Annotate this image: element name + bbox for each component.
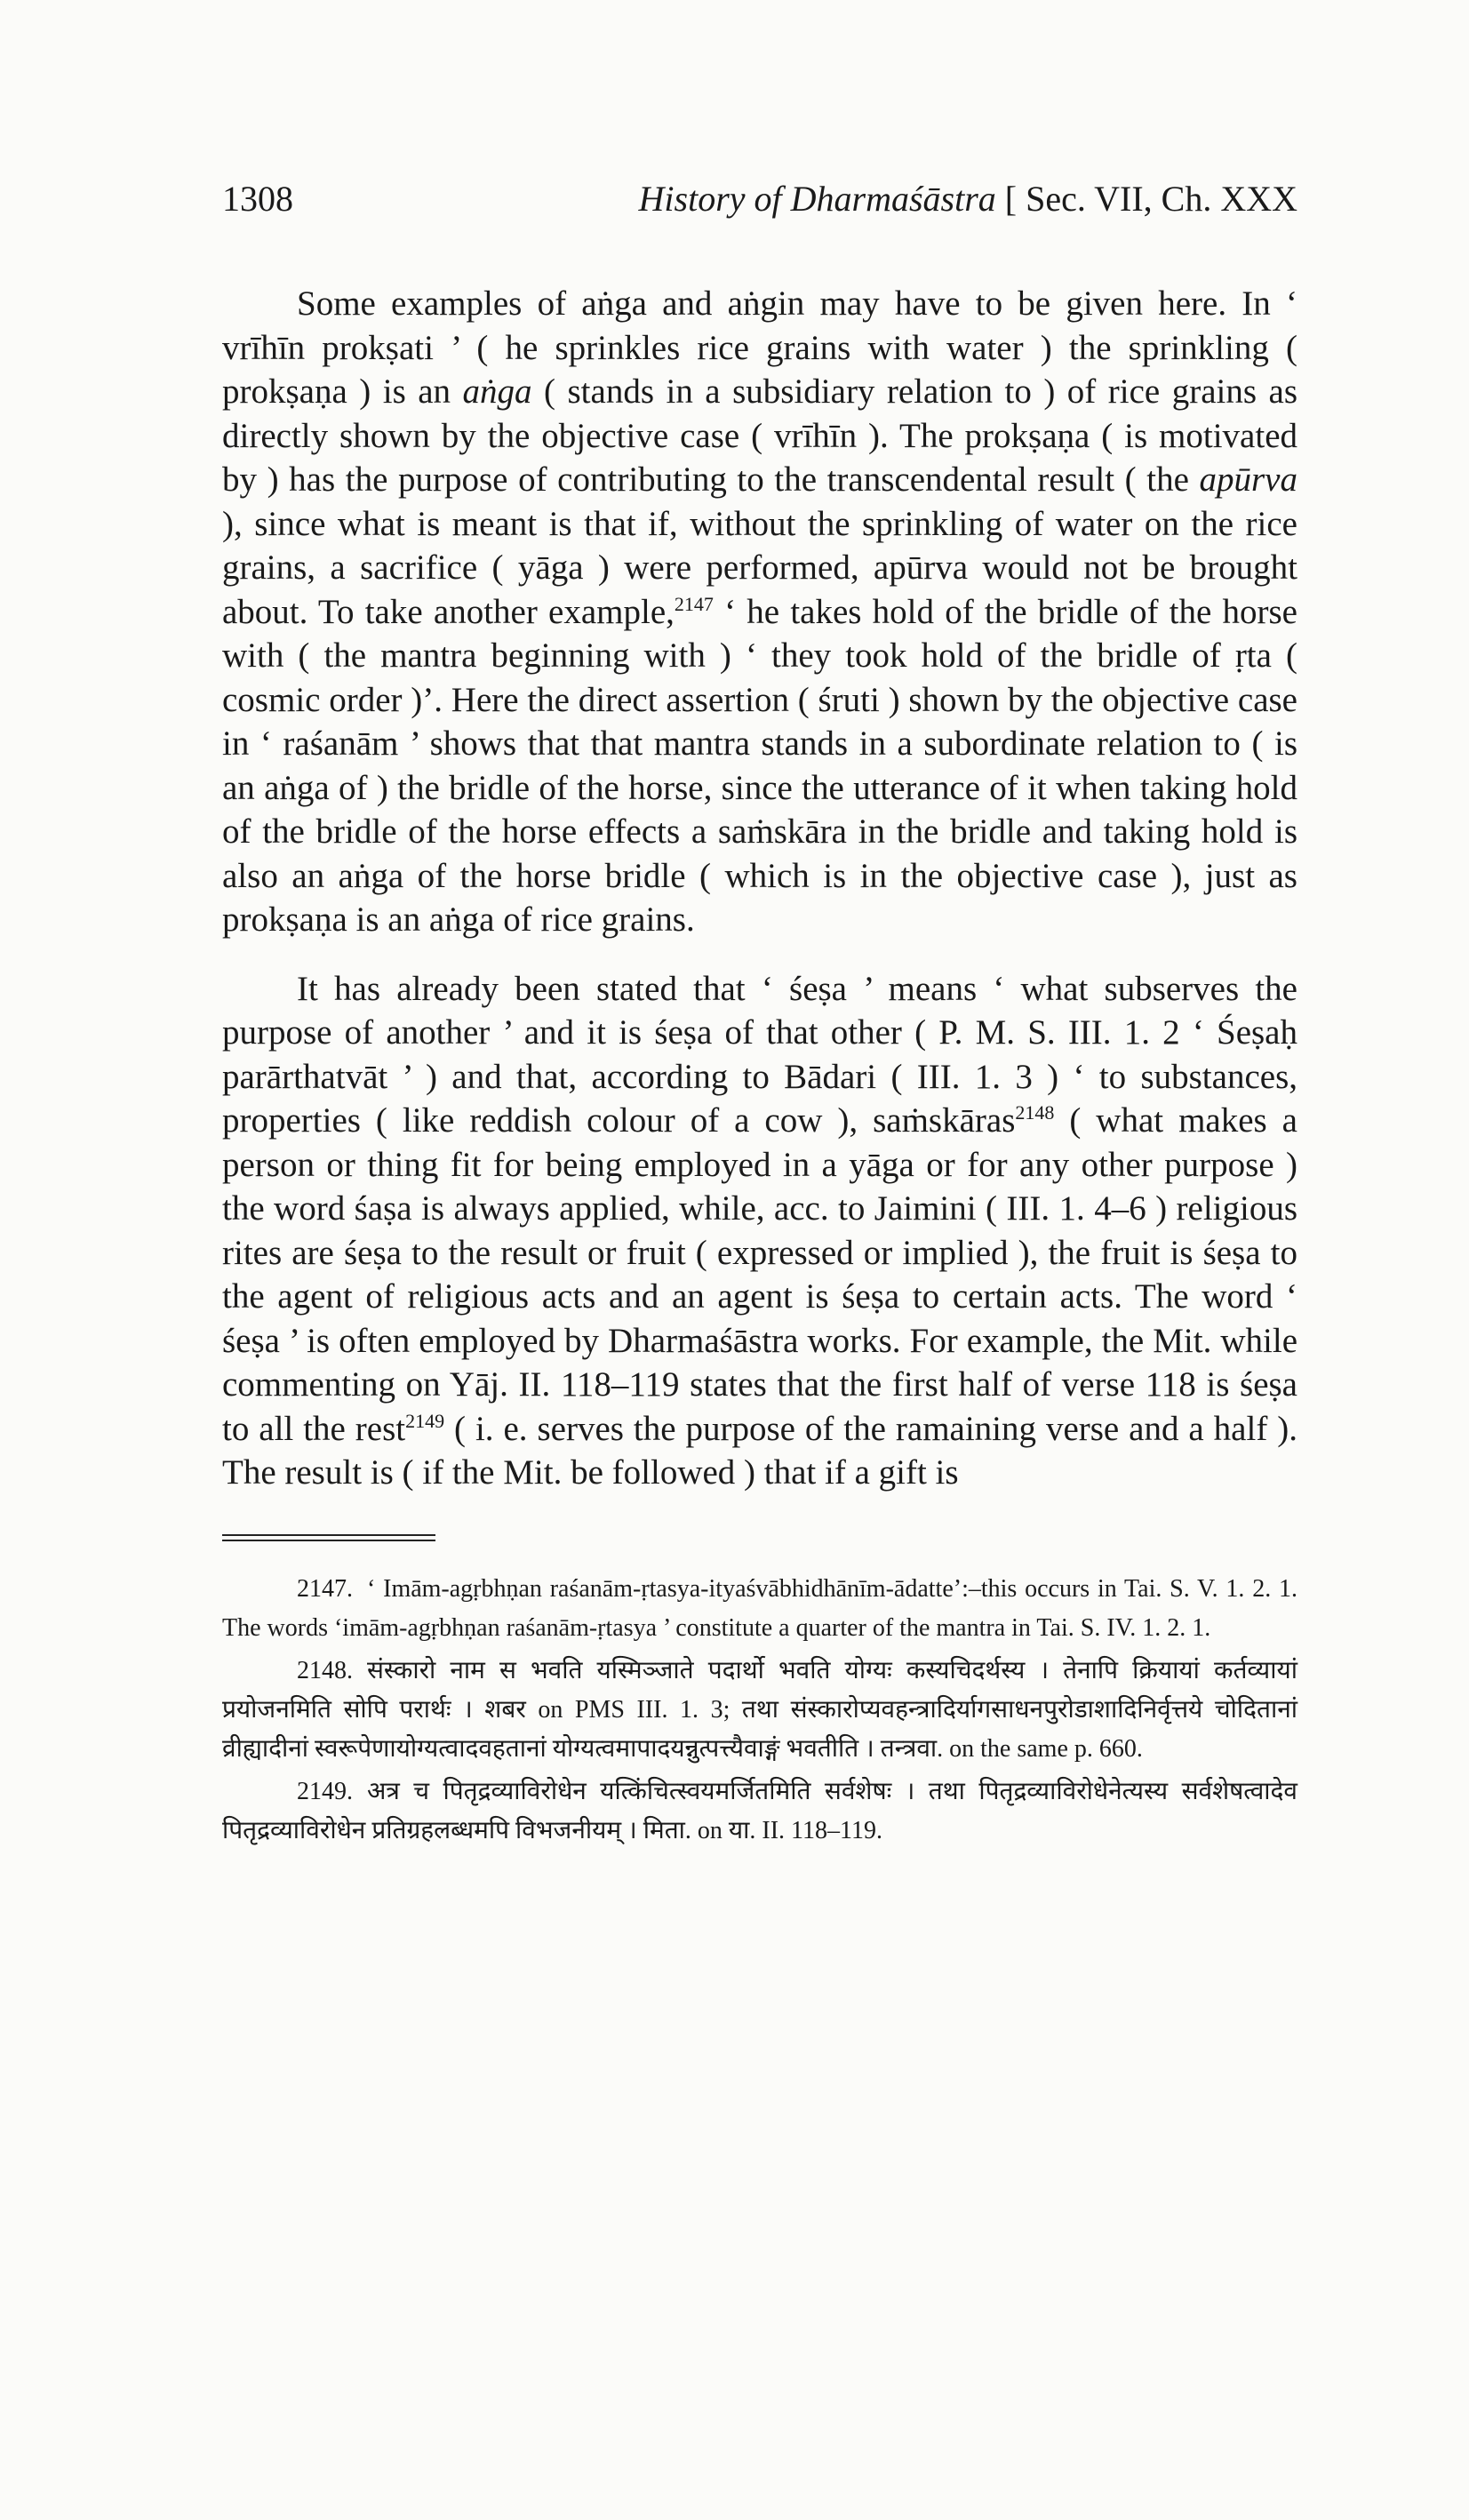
italic-term: aṅga xyxy=(462,372,532,411)
body-paragraph xyxy=(222,967,1297,1495)
paragraph-text: ), since what is meant is that if, without the sprinkling of water on the rice grains, a sacrifice ( yāga ) were performed, apūrva would not be brought about. To take another example, xyxy=(222,504,1297,631)
section-reference: [ Sec. VII, Ch. XXX xyxy=(1004,179,1297,219)
footnote-text: ‘ Imām-agṛbhṇan raśanām-ṛtasya-ityaśvābhidhānīm-ādatte’:–this occurs in Tai. S. V. 1. 2. 1. The words ‘imām-agṛbhṇan raśanām-ṛtasya ’ constitute a quarter of the mantra in Tai. S. IV. 1. 2. 1. xyxy=(222,1574,1297,1642)
footnote-number: 2149. xyxy=(297,1777,353,1805)
italic-term: apūrva xyxy=(1199,460,1297,499)
footnotes xyxy=(222,1570,1297,1851)
footnote-text: संस्कारो नाम स भवति यस्मिञ्जाते पदार्थो भवति योग्यः कस्यचिदर्थस्य । तेनापि क्रियायां कर्तव्यायां प्रयोजनमिति सोपि परार्थः । शबर on PMS III. 1. 3; तथा संस्कारोप्यवहन्त्रादिर्यागसाधनपुरोडाशादिनिर्वृत्तये चोदितानां व्रीह्यादीनां स्वरूपेणायोग्यत्वादवहतानां योग्यत्वमापादयन्नुत्पत्त्यैवाङ्गं भवतीति । तन्त्रवा. on the same p. 660. xyxy=(222,1656,1297,1763)
footnote-number: 2148. xyxy=(297,1656,353,1684)
running-title: History of Dharmaśāstra xyxy=(638,179,996,219)
footnote-marker: 2148 xyxy=(1015,1101,1055,1124)
paragraph-text: Some examples of aṅga and aṅgin may have to be given here. In ‘ vrīhīn prokṣati ’ ( he sprinkles rice grains with water ) the sprinkling ( prokṣaṇa ) is an xyxy=(222,284,1297,411)
page-header xyxy=(222,178,1297,220)
footnote xyxy=(222,1772,1297,1851)
page-number: 1308 xyxy=(222,179,293,219)
footnote xyxy=(222,1570,1297,1648)
footnote xyxy=(222,1652,1297,1769)
footnote-text: अत्र च पितृद्रव्याविरोधेन यत्किंचित्स्वयमर्जितमिति सर्वशेषः । तथा पितृद्रव्याविरोधेनेत्यस्य सर्वशेषत्वादेव पितृद्रव्याविरोधेन प्रतिग्रहलब्धमपि विभजनीयम् । मिता. on या. II. 118–119. xyxy=(222,1777,1297,1844)
paragraph-text: It has already been stated that ‘ śeṣa ’ means ‘ what subserves the purpose of another ’ and it is śeṣa of that other ( P. M. S. III. 1. 2 ‘ Śeṣaḥ parārthatvāt ’ ) and that, according to Bādari ( III. 1. 3 ) ‘ to substances, properties ( like reddish colour of a cow ), saṁskāras xyxy=(222,969,1297,1140)
paragraph-text: ( stands in a subsidiary relation to ) of rice grains as directly shown by the objective case ( vrīhīn ). The prokṣaṇa ( is motivated by ) has the purpose of contributing to the transcendental result ( the xyxy=(222,372,1297,499)
body-paragraph xyxy=(222,282,1297,942)
footnote-divider xyxy=(222,1534,435,1541)
paragraph-text: ( what makes a person or thing fit for being employed in a yāga or for any other purpose ) the word śaṣa is always applied, while, acc. to Jaimini ( III. 1. 4–6 ) religious rites are śeṣa to the result or fruit ( expressed or implied ), the fruit is śeṣa to the agent of religious acts and an agent is śeṣa to certain acts. The word ‘ śeṣa ’ is often employed by Dharmaśāstra works. For example, the Mit. while commenting on Yāj. II. 118–119 states that the first half of verse 118 is śeṣa to all the rest xyxy=(222,1101,1297,1448)
footnote-marker: 2149 xyxy=(405,1409,445,1432)
footnote-marker: 2147 xyxy=(674,592,714,615)
book-page xyxy=(222,178,1297,1851)
paragraph-text: ‘ he takes hold of the bridle of the horse with ( the mantra beginning with ) ‘ they took hold of the bridle of ṛta ( cosmic order )’. Here the direct assertion ( śruti ) shown by the objective case in ‘ raśanām ’ shows that that mantra stands in a subordinate relation to ( is an aṅga of ) the bridle of the horse, since the utterance of it when taking hold of the bridle of the horse effects a saṁskāra in the bridle and taking hold is also an aṅga of the horse bridle ( which is in the objective case ), just as prokṣaṇa is an aṅga of rice grains. xyxy=(222,592,1297,939)
paragraph-text: ( i. e. serves the purpose of the ramaining verse and a half ). The result is ( if the Mit. be followed ) that if a gift is xyxy=(222,1409,1297,1492)
running-header xyxy=(639,178,1297,220)
footnote-number: 2147. xyxy=(297,1574,353,1603)
